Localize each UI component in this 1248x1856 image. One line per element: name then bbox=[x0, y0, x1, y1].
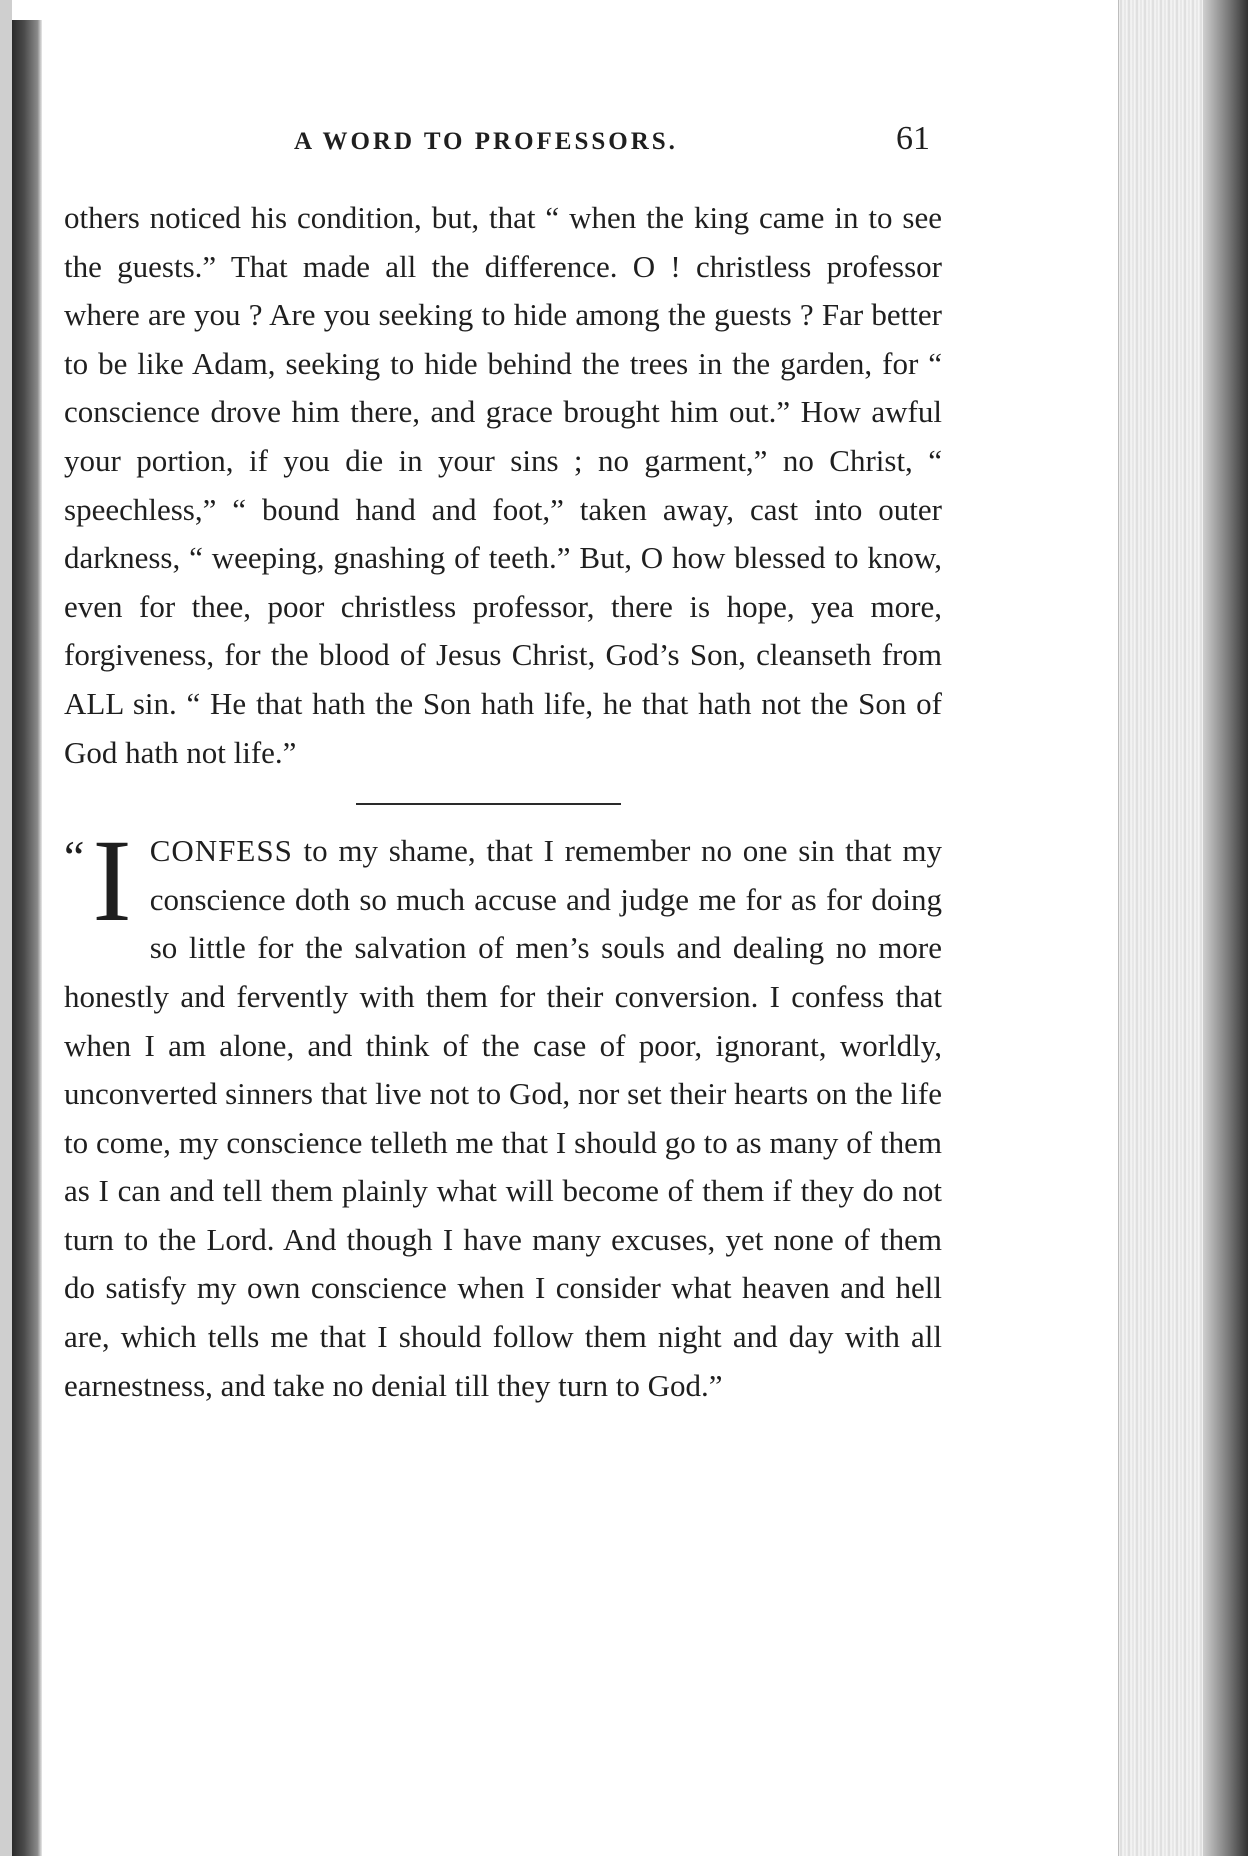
quote-text: to my shame, that I remember no one sin that my conscience doth so much accuse and judge me for as for doing so little for the salvation of men’s souls and dealing no more honestly and fervently with them for their conversion. I confess that when I am alone, and think of the case of poor, ignorant, worldly, unconverted sinners that live not to God, nor set their hearts on the life to come, my conscience telleth me that I should go to as many of them as I can and tell them plainly what will become of them if they do not turn to the Lord. And though I have many excuses, yet none of them do satisfy my own conscience when I consider what heaven and hell are, which tells me that I should follow them night and day with all earnestness, and take no denial till they turn to God.” bbox=[64, 833, 942, 1403]
book-page bbox=[64, 110, 942, 1410]
book-page-edges bbox=[1118, 0, 1248, 1856]
section-divider bbox=[356, 803, 621, 805]
quote-first-word: CONFESS bbox=[149, 833, 293, 869]
running-title: A WORD TO PROFESSORS. bbox=[294, 128, 678, 155]
running-head bbox=[64, 110, 942, 157]
drop-cap-letter: I bbox=[92, 815, 132, 947]
book-left-edge bbox=[0, 0, 12, 1856]
body-paragraph bbox=[64, 194, 942, 777]
page-number: 61 bbox=[896, 120, 930, 157]
quotation-block bbox=[64, 815, 942, 1410]
opening-quote-mark: “ bbox=[64, 831, 85, 883]
book-binding-shadow bbox=[12, 20, 42, 1856]
paragraph-text: others noticed his condition, but, that “ when the king came in to see the guests.” That made all the difference. O ! christless professor where are you ? Are you seeking to hide among the guests ? Far better to be like Adam, seeking to hide behind the trees in the garden, for “ conscience drove him there, and grace brought him out.” How awful your portion, if you die in your sins ; no garment,” no Christ, “ speechless,” “ bound hand and foot,” taken away, cast into outer darkness, “ weeping, gnashing of teeth.” But, O how blessed to know, even for thee, poor christless professor, there is hope, yea more, forgiveness, for the blood of Jesus Christ, God’s Son, cleanseth from ALL sin. “ He that hath the Son hath life, he that hath not the Son of God hath not life.” bbox=[64, 200, 942, 770]
